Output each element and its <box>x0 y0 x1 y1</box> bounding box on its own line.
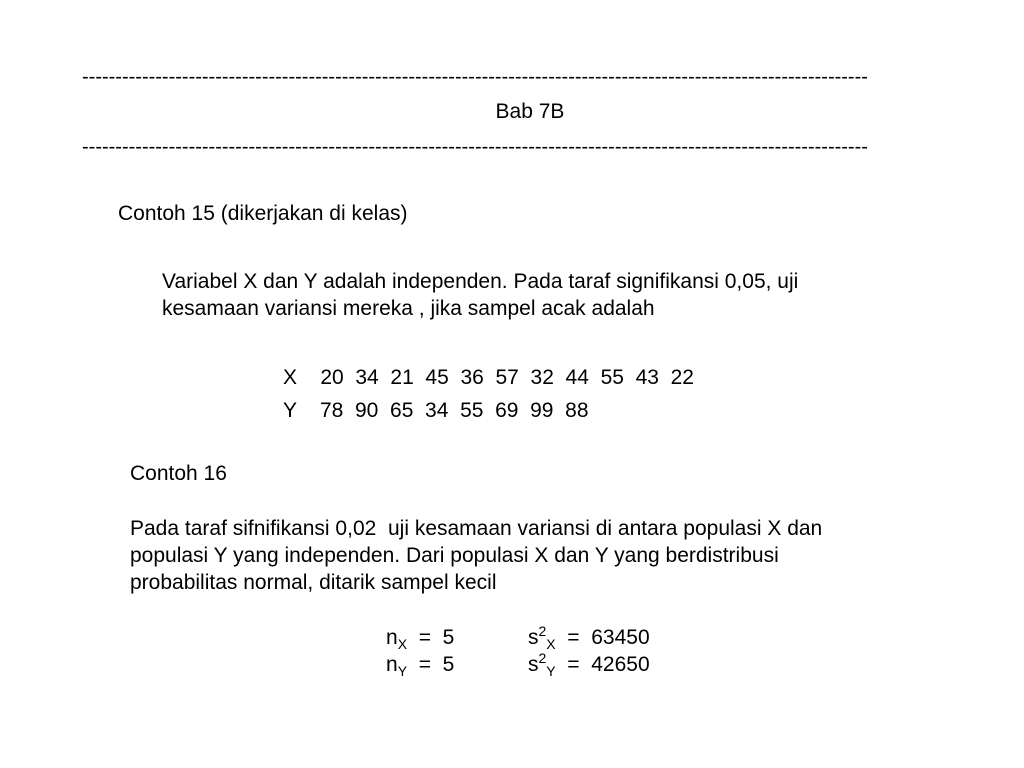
contoh16-line3: probabilitas normal, ditarik sampel kecil <box>130 571 497 594</box>
contoh15-line2: kesamaan variansi mereka , jika sampel acak adalah <box>162 297 655 320</box>
data-row-x: X 20 34 21 45 36 57 32 44 55 43 22 <box>283 366 694 389</box>
contoh15-line1: Variabel X dan Y adalah independen. Pada taraf signifikansi 0,05, uji <box>162 270 799 293</box>
contoh16-line2: populasi Y yang independen. Dari populasi X dan Y yang berdistribusi <box>130 544 779 567</box>
s2-y-formula: $s^2_Y = 42650$ <box>528 650 650 679</box>
contoh16-heading: Contoh 16 <box>130 462 227 485</box>
contoh15-heading: Contoh 15 (dikerjakan di kelas) <box>118 202 408 225</box>
page-title: Bab 7B <box>495 100 565 123</box>
n-y-formula: $n_Y = 5$ <box>386 653 455 679</box>
contoh16-line1: Pada taraf sifnifikansi 0,02 uji kesamaan variansi di antara populasi X dan <box>130 517 823 540</box>
n-x-formula: $n_X = 5$ <box>386 626 455 652</box>
data-row-y: Y 78 90 65 34 55 69 99 88 <box>283 399 589 422</box>
bottom-rule: ---------------------------------------------------------------------------------------------------------------------- <box>82 136 868 158</box>
top-rule: ---------------------------------------------------------------------------------------------------------------------- <box>82 66 868 88</box>
s2-x-formula: $s^2_X = 63450$ <box>528 623 650 652</box>
